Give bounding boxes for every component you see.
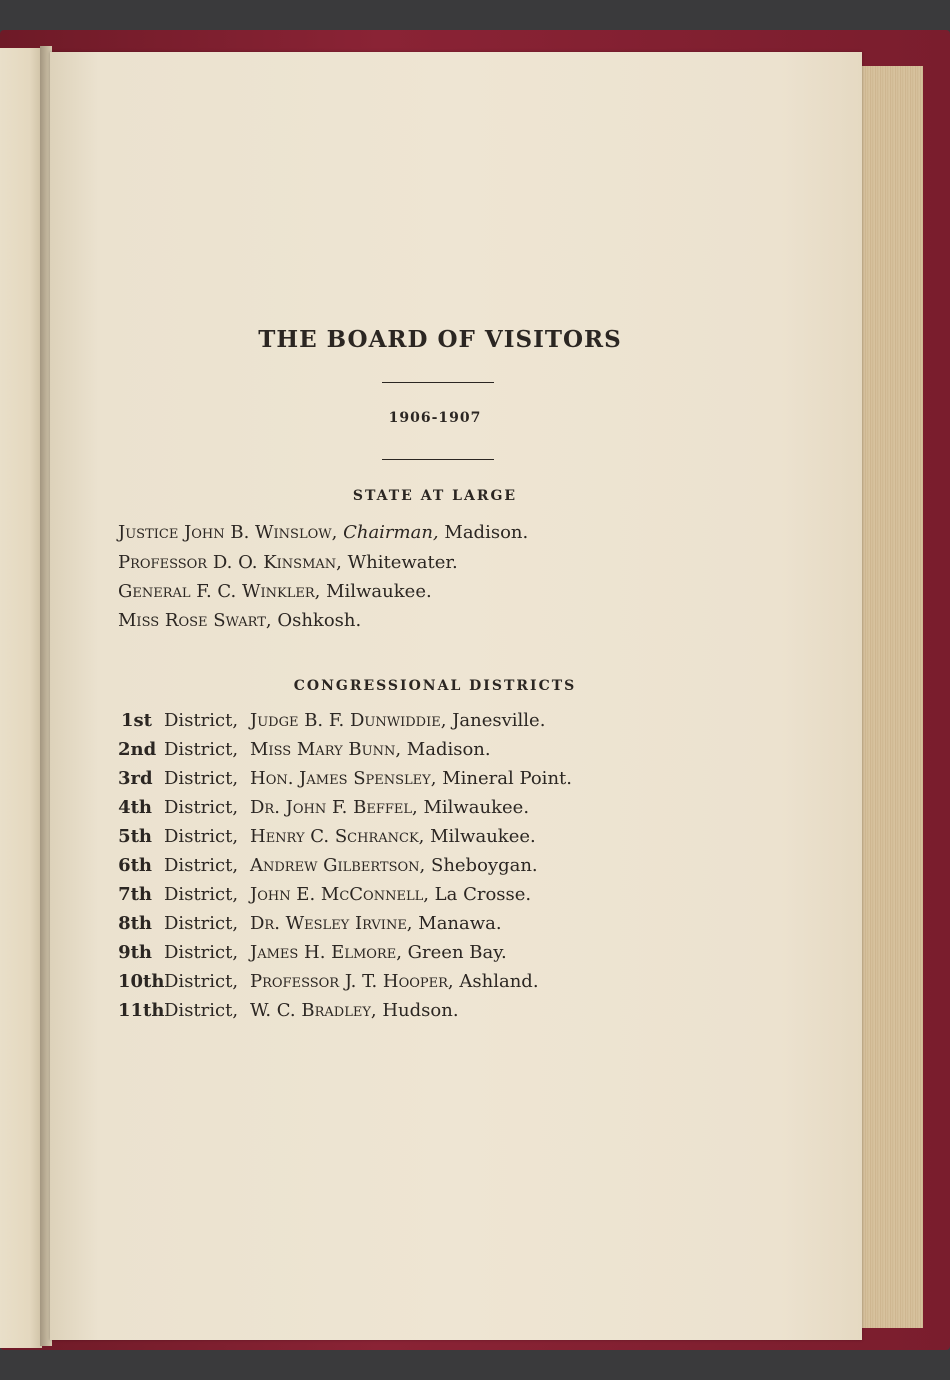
district-word: District, — [164, 826, 239, 847]
member-title: Miss — [118, 610, 160, 631]
district-member — [250, 826, 536, 847]
district-number: 11th — [118, 1000, 165, 1021]
state-at-large-heading: STATE AT LARGE — [352, 488, 518, 504]
years-heading: 1906-1907 — [388, 410, 482, 426]
district-member — [250, 855, 538, 876]
member-place: Oshkosh. — [277, 610, 362, 631]
district-member-place: Manawa. — [418, 913, 502, 934]
district-word: District, — [164, 971, 239, 992]
district-number: 8th — [118, 913, 152, 934]
district-word: District, — [164, 884, 239, 905]
member-place: Madison. — [444, 522, 529, 543]
district-number: 5th — [118, 826, 152, 847]
district-member-name: Dr. John F. Beffel, — [250, 797, 418, 818]
title-rule — [382, 382, 494, 383]
member-name: John B. Winslow, — [184, 522, 338, 543]
district-number: 4th — [118, 797, 152, 818]
district-member-name: John E. McConnell, — [250, 884, 429, 905]
district-member-place: Hudson. — [382, 1000, 459, 1021]
member-title: Professor — [118, 552, 208, 573]
district-member-name: Miss Mary Bunn, — [250, 739, 402, 760]
member-name: Rose Swart, — [164, 610, 272, 631]
district-member-place: Janesville. — [452, 710, 546, 731]
district-word: District, — [164, 710, 239, 731]
district-member-place: Ashland. — [459, 971, 539, 992]
district-member — [250, 942, 507, 963]
member-name: F. C. Winkler, — [196, 581, 321, 602]
district-member-place: Madison. — [406, 739, 491, 760]
member-row — [118, 581, 432, 602]
district-member — [250, 710, 545, 731]
page-title: THE BOARD OF VISITORS — [258, 326, 622, 353]
district-member-name: Judge B. F. Dunwiddie, — [250, 710, 447, 731]
district-member-name: Hon. James Spensley, — [250, 768, 437, 789]
district-word: District, — [164, 913, 239, 934]
district-number: 10th — [118, 971, 165, 992]
district-member — [250, 739, 491, 760]
district-member-name: Dr. Wesley Irvine, — [250, 913, 413, 934]
district-member — [250, 768, 572, 789]
years-rule — [382, 459, 494, 460]
member-title: Justice — [118, 522, 179, 543]
district-member-place: Sheboygan. — [430, 855, 538, 876]
district-word: District, — [164, 942, 239, 963]
district-number: 3rd — [118, 768, 153, 789]
district-member-name: Professor J. T. Hooper, — [250, 971, 454, 992]
district-member — [250, 797, 529, 818]
district-member — [250, 884, 531, 905]
member-title: General — [118, 581, 191, 602]
district-number: 7th — [118, 884, 152, 905]
district-member-place: Milwaukee. — [430, 826, 536, 847]
member-row — [118, 552, 458, 573]
member-place: Milwaukee. — [326, 581, 432, 602]
district-member-place: Green Bay. — [407, 942, 507, 963]
member-role: Chairman, — [343, 522, 439, 543]
district-member — [250, 913, 502, 934]
district-number: 9th — [118, 942, 152, 963]
district-member — [250, 971, 539, 992]
member-row — [118, 522, 528, 543]
book-page — [50, 52, 862, 1340]
district-member-name: Andrew Gilbertson, — [250, 855, 426, 876]
district-member-place: La Crosse. — [434, 884, 532, 905]
district-number: 2nd — [118, 739, 157, 760]
district-word: District, — [164, 855, 239, 876]
district-number: 1st — [121, 710, 152, 731]
district-member-place: Milwaukee. — [423, 797, 530, 818]
left-page-edge — [0, 48, 42, 1348]
district-member-name: Henry C. Schranck, — [250, 826, 425, 847]
district-word: District, — [164, 797, 239, 818]
congressional-heading: CONGRESSIONAL DISTRICTS — [293, 678, 577, 694]
district-word: District, — [164, 1000, 239, 1021]
district-word: District, — [164, 768, 239, 789]
district-word: District, — [164, 739, 239, 760]
member-name: D. O. Kinsman, — [212, 552, 342, 573]
member-row — [118, 610, 361, 631]
district-number: 6th — [118, 855, 152, 876]
district-member-name: James H. Elmore, — [250, 942, 402, 963]
district-member — [250, 1000, 459, 1021]
member-place: Whitewater. — [347, 552, 458, 573]
page-content — [50, 52, 862, 1340]
district-member-name: W. C. Bradley, — [250, 1000, 377, 1021]
page-edges — [860, 66, 923, 1328]
district-member-place: Mineral Point. — [442, 768, 572, 789]
